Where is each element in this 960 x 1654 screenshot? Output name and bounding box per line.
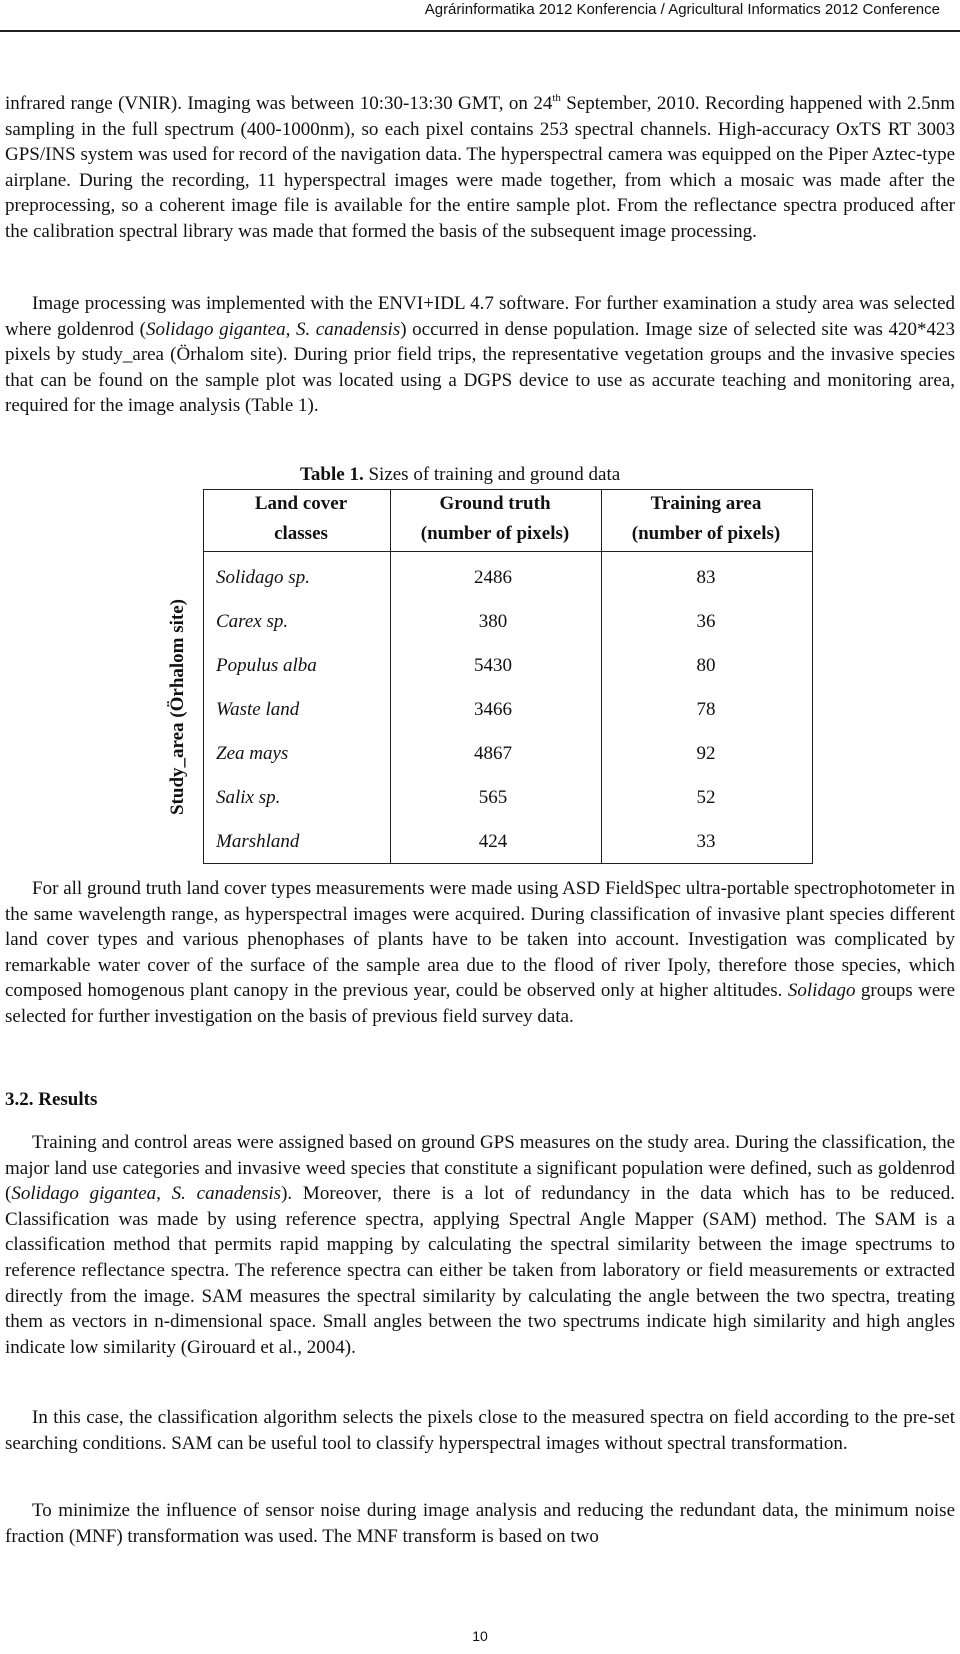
table-row xyxy=(158,776,813,820)
para2-text-a: Image processing was implemented with the ENVI+IDL 4.7 software. For further examination a study area was selected where goldenrod ( xyxy=(5,293,955,340)
paragraph-4 xyxy=(5,1130,955,1360)
cell-training-area: 80 xyxy=(696,655,716,676)
cell-land-cover: Salix sp. xyxy=(216,787,281,808)
paragraph-6 xyxy=(5,1498,955,1549)
cell-ground-truth: 3466 xyxy=(474,699,512,720)
cell-land-cover: Populus alba xyxy=(216,655,317,676)
table-row xyxy=(158,688,813,732)
header-rule xyxy=(0,30,960,32)
cell-training-area: 83 xyxy=(696,567,716,588)
cell-ground-truth: 2486 xyxy=(474,567,512,588)
table-header-training-area xyxy=(606,489,806,551)
data-table xyxy=(158,489,813,864)
cell-ground-truth: 4867 xyxy=(474,743,512,764)
para2-species: Solidago gigantea, S. canadensis xyxy=(145,318,401,340)
para3-text-a: For all ground truth land cover types measurements were made using ASD FieldSpec ultra-portable spectrophotometer in the same wavelength range, as hyperspectral images were acquired. During classification of invasive plant species different land cover types and various phenophases of plants have to be taken into account. Investigation was complicated by remarkable water cover of the surface of the sample area due to the flood of river Ipoly, therefore those species, which composed homogenous plant canopy in the previous year, could be observed only at higher altitudes. xyxy=(5,878,955,1002)
table-row xyxy=(158,732,813,776)
cell-training-area: 33 xyxy=(696,831,716,852)
para3-species: Solidago xyxy=(787,980,856,1002)
table-caption-label: Table 1. xyxy=(300,464,364,485)
cell-ground-truth: 565 xyxy=(478,787,508,808)
header-line: Land cover xyxy=(254,493,348,514)
para4-species: Solidago gigantea, S. canadensis xyxy=(11,1183,282,1205)
table-caption xyxy=(300,463,700,487)
para1-text-b: September, 2010. Recording happened with 2.5nm sampling in the full spectrum (400-1000nm), so each pixel contains 253 spectral channels. High-accuracy OxTS RT 3003 GPS/INS system was used for record of the navigation data. The hyperspectral camera was equipped on the Piper Aztec-type airplane. During the recording, 11 hyperspectral images were made together, from which a mosaic was made after the preprocessing, so a coherent image file is available for the entire sample plot. From the reflectance spectra produced after the calibration spectral library was made that formed the basis of the subsequent image processing. xyxy=(5,93,955,242)
running-head: Agrárinformatika 2012 Konferencia / Agricultural Informatics 2012 Conference xyxy=(424,1,940,18)
cell-training-area: 78 xyxy=(696,699,716,720)
header-line: (number of pixels) xyxy=(420,523,570,544)
paragraph-3 xyxy=(5,876,955,1030)
cell-training-area: 36 xyxy=(696,611,716,632)
para5-text: In this case, the classification algorithm selects the pixels close to the measured spectra on field according to the pre-set searching conditions. SAM can be useful tool to classify hyperspectral images without spectral transformation. xyxy=(5,1407,955,1454)
para1-text-a: infrared range (VNIR). Imaging was between 10:30-13:30 GMT, on 24 xyxy=(5,93,553,114)
table-caption-text: Sizes of training and ground data xyxy=(363,464,621,485)
table-row xyxy=(158,644,813,688)
para4-text-a: Training and control areas were assigned based on ground GPS measures on the study area. During the classification, the major land use categories and invasive weed species that constitute a significant population were defined, such as goldenrod ( xyxy=(5,1132,955,1205)
cell-training-area: 92 xyxy=(696,743,716,764)
paragraph-5 xyxy=(5,1405,955,1456)
page-number: 10 xyxy=(472,1628,488,1644)
para1-superscript: th xyxy=(552,92,561,104)
cell-land-cover: Carex sp. xyxy=(216,611,289,632)
header-line: Training area xyxy=(650,493,762,514)
para6-text: To minimize the influence of sensor noise during image analysis and reducing the redundant data, the minimum noise fraction (MNF) transformation was used. The MNF transform is based on two xyxy=(5,1500,955,1547)
table-row xyxy=(158,600,813,644)
table-header-ground-truth xyxy=(390,489,600,551)
cell-land-cover: Zea mays xyxy=(216,743,289,764)
cell-training-area: 52 xyxy=(696,787,716,808)
cell-land-cover: Waste land xyxy=(216,699,300,720)
cell-ground-truth: 380 xyxy=(478,611,508,632)
header-line: (number of pixels) xyxy=(631,523,781,544)
section-heading: 3.2. Results xyxy=(5,1089,98,1110)
cell-land-cover: Marshland xyxy=(216,831,300,852)
header-line: Ground truth xyxy=(439,493,551,514)
table-row xyxy=(158,820,813,864)
para4-text-b: ). Moreover, there is a lot of redundancy in the data which has to be reduced. Classification was made by using reference spectra, applying Spectral Angle Mapper (SAM) method. The SAM is a classification method that permits rapid mapping by calculating the spectral similarity between the image spectrums to reference reflectance spectra. The reference spectra can either be taken from laboratory or field measurements or extracted directly from the image. SAM measures the spectral similarity by calculating the angle between the two spectra, treating them as vectors in n-dimensional space. Small angles between the two spectrums indicate high similarity and high angles indicate low similarity (Girouard et al., 2004). xyxy=(5,1183,956,1358)
paragraph-2 xyxy=(5,291,955,419)
side-label-text: Study_area (Örhalom site) xyxy=(167,598,188,815)
cell-ground-truth: 424 xyxy=(478,831,508,852)
para2-text-b: ) occurred in dense population. Image size of selected site was 420*423 pixels by study_area (Örhalom site). During prior field trips, the representative vegetation groups and the invasive species that can be found on the sample plot was located using a DGPS device to use as accurate teaching and monitoring area, required for the image analysis (Table 1). xyxy=(5,318,956,417)
cell-land-cover: Solidago sp. xyxy=(216,567,310,588)
table-border-top xyxy=(203,489,813,490)
table-header-rule xyxy=(203,551,813,552)
table-header-land-cover xyxy=(216,489,386,551)
table-row xyxy=(158,556,813,600)
header-line: classes xyxy=(274,523,328,544)
cell-ground-truth: 5430 xyxy=(474,655,512,676)
paragraph-1 xyxy=(5,91,955,245)
para3-text-b: groups were selected for further investigation on the basis of previous field survey data. xyxy=(5,980,956,1027)
